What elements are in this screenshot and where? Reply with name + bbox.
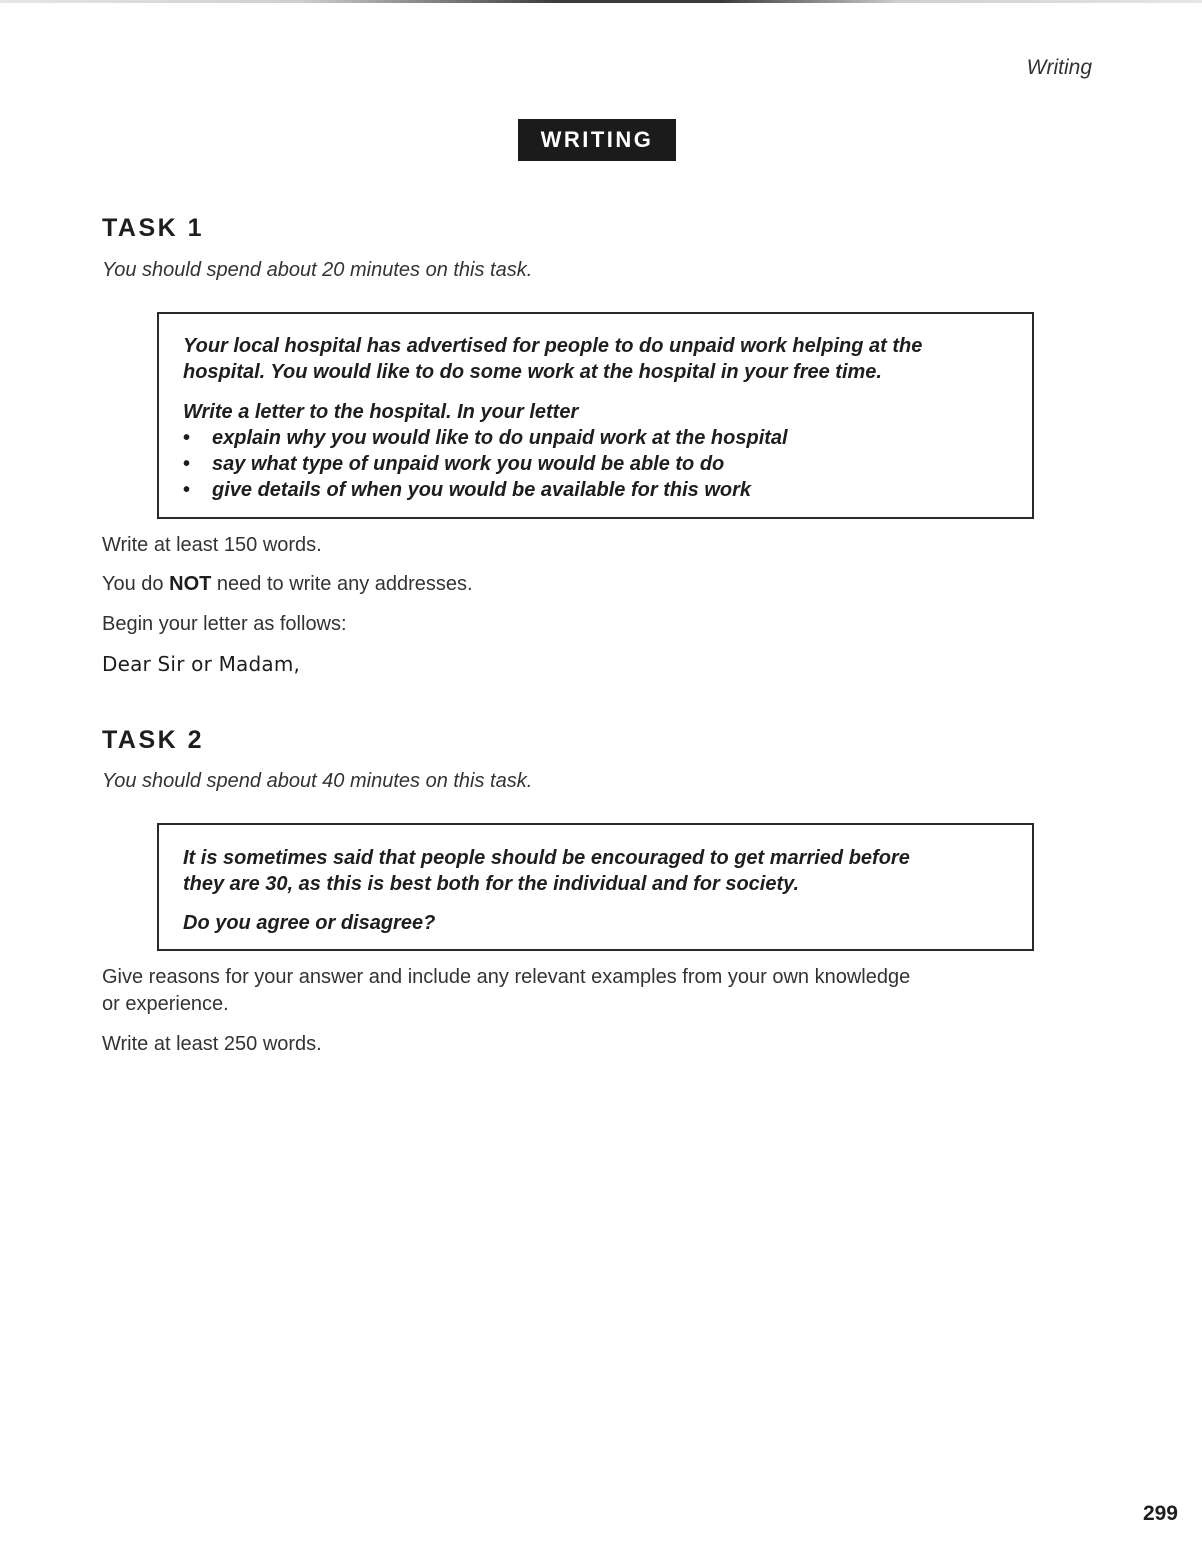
task2-prompt-box (157, 823, 1034, 951)
task1-salutation: Dear Sir or Madam, (102, 652, 301, 676)
task1-heading: TASK 1 (102, 214, 205, 242)
task2-reasons-line2: or experience. (102, 993, 229, 1015)
addresses-after: need to write any addresses. (216, 573, 473, 595)
page-number: 299 (1142, 1502, 1178, 1525)
task1-bullet-3: • give details of when you would be available for this work (183, 477, 1008, 503)
section-banner-label: WRITING (540, 127, 654, 152)
running-head: Writing (1026, 56, 1092, 79)
task2-statement-line2: they are 30, as this is best both for the individual and for society. (183, 873, 800, 895)
task1-addresses-note (102, 571, 473, 597)
task1-situation-line2: hospital. You would like to do some work at the hospital in your free time. (183, 361, 882, 383)
task1-bullet-1: • explain why you would like to do unpaid work at the hospital (183, 425, 1008, 451)
task1-situation-line1: Your local hospital has advertised for people to do unpaid work helping at the (183, 335, 923, 357)
task1-bullet-2: • say what type of unpaid work you would be able to do (183, 451, 1008, 477)
task1-bullet-list (183, 425, 1008, 503)
task2-reasons-line1: Give reasons for your answer and include any relevant examples from your own knowledge (102, 966, 911, 988)
section-banner (518, 119, 676, 161)
task1-word-count: Write at least 150 words. (102, 534, 322, 556)
task1-begin-instruction: Begin your letter as follows: (102, 613, 347, 635)
task2-time-note: You should spend about 40 minutes on this task. (102, 770, 533, 792)
task2-question: Do you agree or disagree? (183, 912, 436, 934)
task2-statement-line1: It is sometimes said that people should be encouraged to get married before (183, 847, 910, 869)
task1-prompt-box (157, 312, 1034, 519)
addresses-emphasis: NOT (169, 573, 212, 595)
task2-word-count: Write at least 250 words. (102, 1033, 322, 1055)
top-rule (0, 0, 1202, 3)
task1-instruction: Write a letter to the hospital. In your letter (183, 401, 579, 423)
addresses-before: You do (102, 573, 164, 595)
task2-heading: TASK 2 (102, 726, 205, 754)
task1-time-note: You should spend about 20 minutes on this task. (102, 259, 533, 281)
